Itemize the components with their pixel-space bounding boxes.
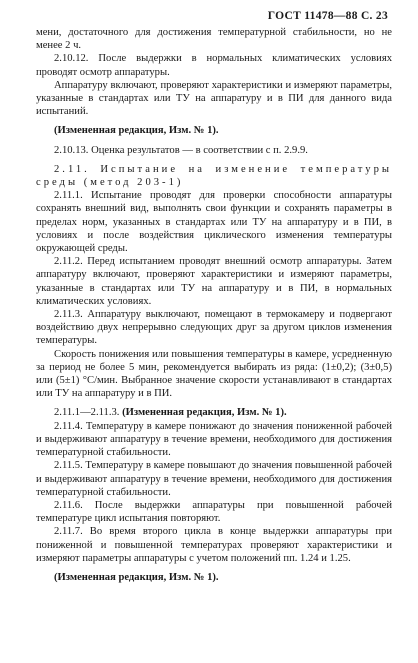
amendment-range: 2.11.1—2.11.3.	[54, 407, 120, 419]
paragraph-equipment-check: Аппаратуру включают, проверяют характеристики и измеряют параметры, указанные в стандартах или ТУ на аппаратуру и в ПИ для данного вида испытаний.	[36, 79, 392, 118]
paragraph-continuation: мени, достаточного для достижения температурной стабильности, но не менее 2 ч.	[36, 27, 392, 52]
paragraph-temperature-rate: Скорость понижения или повышения температуры в камере, усредненную за период не более 5 мин, рекомендуется выбирать из ряда: (1±0,2); (3±0,5) или (5±1) °С/мин. Выбранное значение скорости устанавливают в стандартах или ТУ на аппаратуру и в ПИ.	[36, 348, 392, 400]
amendment-range-note	[36, 406, 392, 419]
page-header: ГОСТ 11478—88 С. 23	[267, 10, 388, 22]
paragraph-2-11-6: 2.11.6. После выдержки аппаратуры при повышенной рабочей температуре цикл испытания повторяют.	[36, 499, 392, 525]
paragraph-2-11-1: 2.11.1. Испытание проводят для проверки способности аппаратуры сохранять внешний вид, выполнять свои функции и сохранять параметры в пределах норм, указанных в стандартах или ТУ на аппаратуру и в ПИ, в условиях и после воздействия циклического изменения температуры окружающей среды.	[36, 190, 392, 255]
paragraph-2-11-2: 2.11.2. Перед испытанием проводят внешний осмотр аппаратуры. Затем аппаратуру включают, проверяют характеристики и измеряют параметры, указанные в стандартах или ТУ на аппаратуру и в ПИ, в нормальных климатических условиях.	[36, 256, 392, 307]
paragraph-2-11-4: 2.11.4. Температуру в камере понижают до значения пониженной рабочей и выдерживают аппаратуру в течение времени, необходимого для достижения температурной стабильности.	[36, 420, 392, 459]
paragraph-2-11-5: 2.11.5. Температуру в камере повышают до значения повышенной рабочей и выдерживают аппаратуру в течение времени, необходимого для достижения температурной стабильности.	[36, 460, 392, 498]
document-body	[36, 26, 392, 584]
amendment-note: (Измененная редакция, Изм. № 1).	[54, 125, 219, 137]
paragraph-2-11-7: 2.11.7. Во время второго цикла в конце выдержки аппаратуры при пониженной и повышенной температурах проверяют характеристики и измеряют параметры аппаратуры с учетом положений пп. 1.24 и 1.25.	[36, 526, 392, 564]
amendment-note-final: (Измененная редакция, Изм. № 1).	[54, 571, 219, 583]
section-heading-2-11: 2.11. Испытание на изменение температуры среды (метод 203-1)	[36, 163, 392, 189]
paragraph-2-11-3: 2.11.3. Аппаратуру выключают, помещают в термокамеру и подвергают воздействию двух непрерывно следующих друг за другом циклов изменения температуры.	[36, 309, 392, 347]
paragraph-2-10-13: 2.10.13. Оценка результатов — в соответствии с п. 2.9.9.	[54, 144, 308, 156]
amendment-text: (Измененная редакция, Изм. № 1).	[122, 407, 287, 419]
paragraph-2-10-12: 2.10.12. После выдержки в нормальных климатических условиях проводят осмотр аппаратуры.	[36, 53, 392, 78]
